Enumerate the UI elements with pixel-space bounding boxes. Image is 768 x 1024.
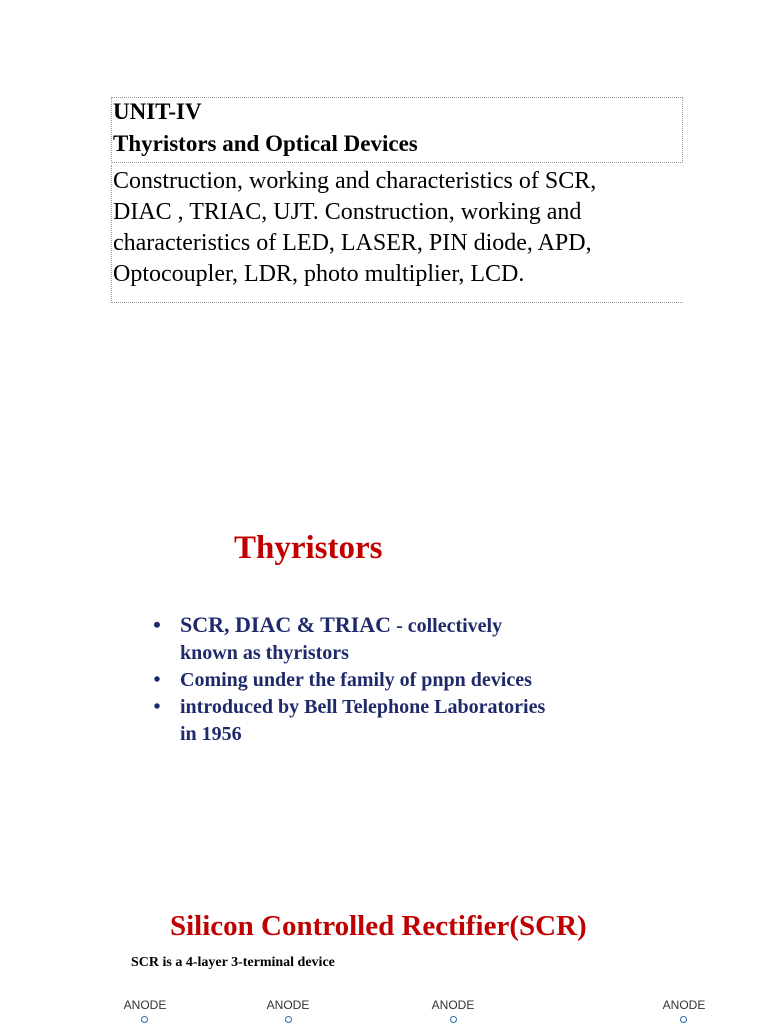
- bullet-lead: Coming under the family of pnpn devices: [180, 669, 532, 691]
- bullet-item: [150, 667, 630, 694]
- bullet-dot-icon: •: [153, 696, 161, 718]
- anode-label: ANODE: [662, 998, 706, 1012]
- bullet-item: [150, 694, 630, 721]
- bullet-continuation: [150, 640, 630, 667]
- scr-subtitle: SCR is a 4-layer 3-terminal device: [131, 955, 335, 970]
- bullet-dot-icon: •: [153, 612, 161, 637]
- syllabus-line: characteristics of LED, LASER, PIN diode, APD,: [113, 230, 592, 256]
- bullet-dot-icon: •: [153, 669, 161, 691]
- bullet-lead: SCR, DIAC & TRIAC: [180, 612, 392, 637]
- syllabus-line: Construction, working and characteristics of SCR,: [113, 168, 597, 194]
- anode-label: ANODE: [123, 998, 167, 1012]
- syllabus-text: [113, 166, 673, 290]
- bullet-lead: introduced by Bell Telephone Laboratories: [180, 696, 546, 718]
- anode-terminal-icon: [450, 1016, 457, 1023]
- anode-terminal-icon: [285, 1016, 292, 1023]
- bullet-continuation: [150, 721, 630, 748]
- anode-label: ANODE: [431, 998, 475, 1012]
- bullet-tail: - collectively: [391, 615, 503, 637]
- anode-terminal-icon: [680, 1016, 687, 1023]
- syllabus-line: DIAC , TRIAC, UJT. Construction, working and: [113, 199, 582, 225]
- bullet-lead: in 1956: [180, 723, 242, 745]
- unit-label: UNIT-IV: [113, 99, 202, 124]
- syllabus-line: Optocoupler, LDR, photo multiplier, LCD.: [113, 261, 525, 287]
- thyristor-bullet-list: [150, 611, 630, 748]
- unit-title: Thyristors and Optical Devices: [113, 131, 418, 156]
- anode-label: ANODE: [266, 998, 310, 1012]
- thyristors-heading: Thyristors: [234, 530, 383, 566]
- scr-heading: Silicon Controlled Rectifier(SCR): [170, 910, 587, 942]
- bullet-item: [150, 611, 630, 640]
- anode-terminal-icon: [141, 1016, 148, 1023]
- bullet-lead: known as thyristors: [180, 642, 349, 664]
